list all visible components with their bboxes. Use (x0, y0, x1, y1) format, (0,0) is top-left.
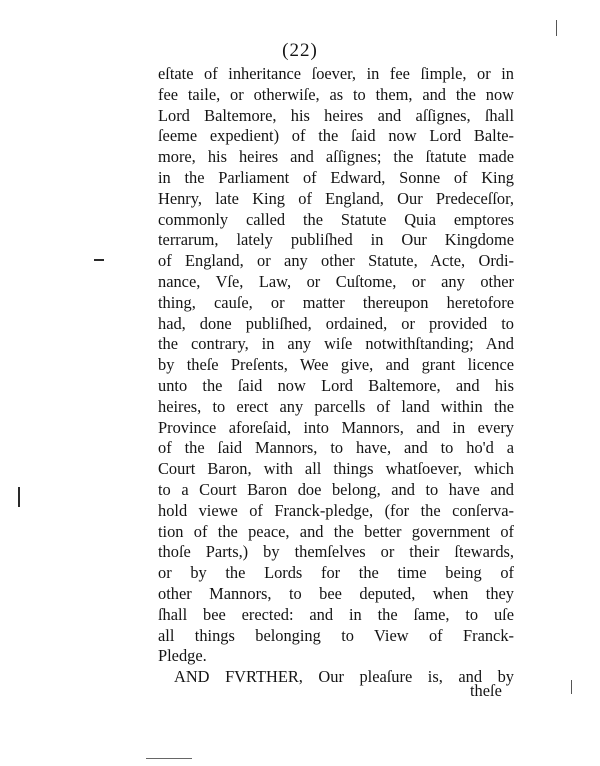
text-line: Henry, late King of England, Our Predeceſſor, (158, 188, 514, 208)
text-line: the contrary, in any wiſe notwithſtanding; And (158, 334, 514, 354)
text-line: Court Baron, with all things whatſoever, which (158, 459, 514, 479)
text-line: thoſe Parts,) by themſelves or their ſtewards, (158, 542, 514, 562)
text-line: or by the Lords for the time being of (158, 563, 514, 583)
text-line: tion of the peace, and the better government of (158, 521, 514, 541)
text-line: ſhall bee erected: and in the ſame, to uſe (158, 604, 514, 624)
body-text (158, 64, 514, 688)
page-number: (22) (282, 40, 318, 61)
text-line: of the ſaid Mannors, to have, and to ho'd a (158, 438, 514, 458)
text-line: nance, Vſe, Law, or Cuſtome, or any other (158, 271, 514, 291)
text-line: Lord Baltemore, his heires and aſſignes, ſhall (158, 105, 514, 125)
text-line: eſtate of inheritance ſoever, in fee ſimple, or in (158, 64, 514, 83)
text-line: hold viewe of Franck-pledge, (for the conſerva- (158, 500, 514, 520)
scan-mark (571, 680, 572, 694)
text-line: Pledge. (158, 646, 207, 666)
text-line: unto the ſaid now Lord Baltemore, and his (158, 375, 514, 395)
text-line: thing, cauſe, or matter thereupon heretofore (158, 292, 514, 312)
text-line: by theſe Preſents, Wee give, and grant licence (158, 355, 514, 375)
scan-mark (94, 259, 104, 261)
scan-mark (18, 487, 20, 507)
text-line: commonly called the Statute Quia emptores (158, 209, 514, 229)
text-line: all things belonging to View of Franck- (158, 625, 514, 645)
text-line: to a Court Baron doe belong, and to have and (158, 479, 514, 499)
scan-mark (556, 20, 557, 36)
text-line: heires, to erect any parcells of land within the (158, 396, 514, 416)
text-line: of England, or any other Statute, Acte, Ordi- (158, 251, 514, 271)
text-line: ſeeme expedient) of the ſaid now Lord Balte- (158, 126, 514, 146)
text-line: Province aforeſaid, into Mannors, and in every (158, 417, 514, 437)
text-line: terrarum, lately publiſhed in Our Kingdome (158, 230, 514, 250)
scan-mark (146, 758, 192, 759)
text-line: had, done publiſhed, ordained, or provided to (158, 313, 514, 333)
text-line: in the Parliament of Edward, Sonne of King (158, 167, 514, 187)
catchword: theſe (470, 681, 502, 700)
text-line: other Mannors, to bee deputed, when they (158, 583, 514, 603)
text-line: more, his heires and aſſignes; the ſtatute made (158, 147, 514, 167)
paragraph-start-line: AND FVRTHER, Our pleaſure is, and by (174, 667, 514, 687)
text-line: fee taile, or otherwiſe, as to them, and the now (158, 84, 514, 104)
